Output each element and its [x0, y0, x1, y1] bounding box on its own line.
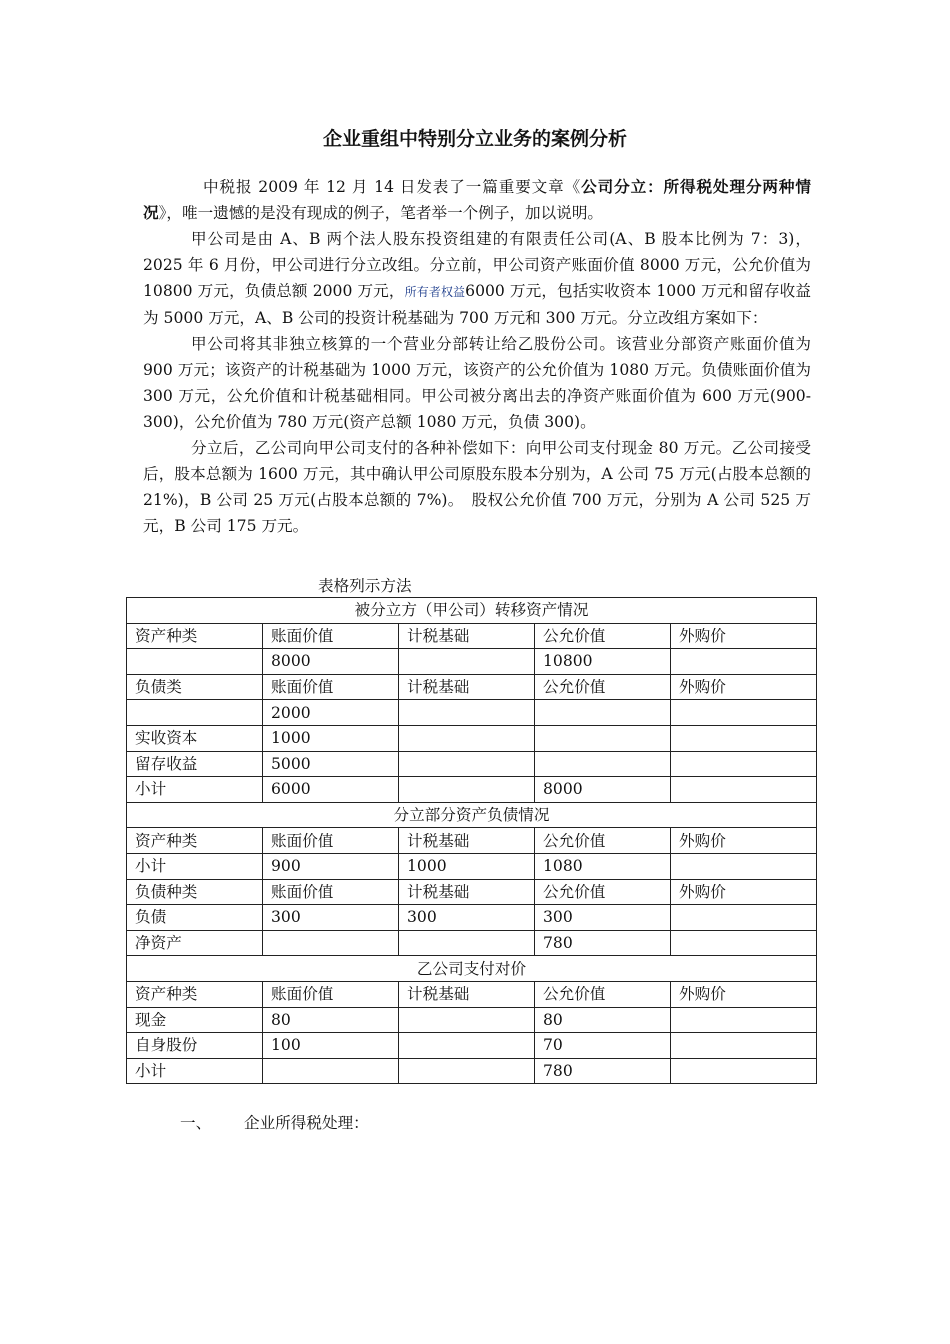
table-cell: 外购价 [671, 828, 817, 854]
table-cell: 公允价值 [535, 828, 671, 854]
table-row [127, 930, 817, 956]
table-row [127, 879, 817, 905]
table-section-header [127, 802, 817, 828]
section-heading-text: 企业所得税处理： [244, 1114, 369, 1132]
table-row [127, 751, 817, 777]
table-cell: 80 [263, 1007, 399, 1033]
table-cell [263, 930, 399, 956]
table-cell [399, 725, 535, 751]
table-cell: 公允价值 [535, 674, 671, 700]
table-cell: 300 [399, 905, 535, 931]
section-title: 分立部分资产负债情况 [127, 802, 817, 828]
table-cell [399, 1058, 535, 1084]
table-cell [127, 700, 263, 726]
table-cell: 外购价 [671, 674, 817, 700]
table-row [127, 725, 817, 751]
table-cell [671, 751, 817, 777]
table-cell: 6000 [263, 777, 399, 803]
table-cell [671, 725, 817, 751]
page-title: 企业重组中特别分立业务的案例分析 [322, 128, 627, 150]
table-section-header [127, 956, 817, 982]
table-cell: 资产种类 [127, 828, 263, 854]
background-text-end: 6000 万元，包括实收资本 1000 万元和留存收益为 5000 万元，A、B 公司的投资计税基础为 700 万元和 300 万元。分立改组方案如下： [143, 282, 811, 327]
table-cell: 100 [263, 1033, 399, 1059]
table-cell: 70 [535, 1033, 671, 1059]
table-cell: 账面价值 [263, 879, 399, 905]
table-cell [263, 1058, 399, 1084]
owners-equity-note: 所有者权益 [404, 285, 466, 299]
table-cell: 负债 [127, 905, 263, 931]
table-cell [399, 1033, 535, 1059]
table-cell: 公允价值 [535, 879, 671, 905]
table-cell: 外购价 [671, 623, 817, 649]
table-cell: 计税基础 [399, 879, 535, 905]
table-cell: 900 [263, 853, 399, 879]
paragraph-company-background [143, 226, 811, 331]
table-cell: 300 [535, 905, 671, 931]
table-cell [535, 700, 671, 726]
table-row [127, 674, 817, 700]
table-cell: 实收资本 [127, 725, 263, 751]
table-cell: 计税基础 [399, 674, 535, 700]
table-cell [399, 700, 535, 726]
table-cell: 780 [535, 1058, 671, 1084]
section-title: 乙公司支付对价 [127, 956, 817, 982]
table-section-header [127, 598, 817, 624]
background-text-start: 甲公司是由 A、B 两个法人股东投资组建的有限责任公司(A、B 股本比例为 7：3)，2025 年 6 月份，甲公司进行分立改组。分立前，甲公司资产账面价值 8000 万元，公允价值为 10800 万元，负债总额 2000 万元， [143, 230, 811, 300]
table-cell [127, 649, 263, 675]
table-cell [399, 1007, 535, 1033]
table-cell: 小计 [127, 777, 263, 803]
table-cell [671, 649, 817, 675]
table-cell [671, 777, 817, 803]
table-cell [671, 1007, 817, 1033]
paragraph-intro [143, 174, 811, 226]
table-cell: 2000 [263, 700, 399, 726]
table-cell [671, 853, 817, 879]
table-cell: 账面价值 [263, 623, 399, 649]
table-cell: 1000 [263, 725, 399, 751]
paragraph-compensation: 分立后，乙公司向甲公司支付的各种补偿如下：向甲公司支付现金 80 万元。乙公司接受后，股本总额为 1600 万元，其中确认甲公司原股东股本分别为，A 公司 75 万元(占股本总额的 21%)，B 公司 25 万元(占股本总额的 7%)。 股权公允价值 700 万元，分别为 A 公司 525 万元，B 公司 175 万元。 [143, 439, 811, 535]
table-row [127, 623, 817, 649]
paragraph-transfer: 甲公司将其非独立核算的一个营业分部转让给乙股份公司。该营业分部资产账面价值为 900 万元；该资产的计税基础为 1000 万元，该资产的公允价值为 1080 万元。负债账面价值为 300 万元，公允价值和计税基础相同。甲公司被分离出去的净资产账面价值为 600 万元(900-300)，公允价值为 780 万元(资产总额 1080 万元，负债 300)。 [143, 335, 811, 431]
table-row [127, 649, 817, 675]
section-heading [180, 1110, 369, 1136]
table-cell: 计税基础 [399, 623, 535, 649]
table-cell: 计税基础 [399, 981, 535, 1007]
table-cell [399, 751, 535, 777]
table-cell: 负债类 [127, 674, 263, 700]
table-cell: 账面价值 [263, 828, 399, 854]
table-row [127, 828, 817, 854]
document-body [143, 174, 811, 539]
table-cell [671, 1058, 817, 1084]
intro-text-start: 中税报 2009 年 12 月 14 日发表了一篇重要文章《 [203, 178, 582, 196]
table-cell [399, 649, 535, 675]
table-cell [671, 1033, 817, 1059]
table-row [127, 1033, 817, 1059]
table-cell: 1080 [535, 853, 671, 879]
table-cell: 80 [535, 1007, 671, 1033]
table-cell: 8000 [263, 649, 399, 675]
table-cell [671, 700, 817, 726]
table-cell [399, 930, 535, 956]
table-cell [671, 905, 817, 931]
table-cell: 外购价 [671, 981, 817, 1007]
table-row [127, 1007, 817, 1033]
table-cell: 留存收益 [127, 751, 263, 777]
table-row [127, 981, 817, 1007]
intro-text-end: 》，唯一遗憾的是没有现成的例子，笔者举一个例子，加以说明。 [158, 204, 604, 222]
table-cell [671, 930, 817, 956]
table-cell: 小计 [127, 1058, 263, 1084]
table-cell: 1000 [399, 853, 535, 879]
table-cell: 300 [263, 905, 399, 931]
table-caption: 表格列示方法 [318, 577, 412, 595]
section-number: 一、 [180, 1114, 212, 1132]
table-cell: 账面价值 [263, 674, 399, 700]
table-cell: 资产种类 [127, 623, 263, 649]
table-cell [399, 777, 535, 803]
table-cell: 小计 [127, 853, 263, 879]
table-row [127, 1058, 817, 1084]
table-row [127, 853, 817, 879]
table-cell [535, 725, 671, 751]
split-asset-table [126, 597, 817, 1084]
table-cell: 公允价值 [535, 623, 671, 649]
table-cell: 780 [535, 930, 671, 956]
article-title: 公司分立：所得税处理分两种情况 [143, 177, 811, 222]
table-cell [535, 751, 671, 777]
table-row [127, 700, 817, 726]
table-row [127, 905, 817, 931]
table-cell: 净资产 [127, 930, 263, 956]
table-cell: 5000 [263, 751, 399, 777]
table-cell: 外购价 [671, 879, 817, 905]
table-cell: 资产种类 [127, 981, 263, 1007]
table-cell: 现金 [127, 1007, 263, 1033]
table-row [127, 777, 817, 803]
table-cell: 自身股份 [127, 1033, 263, 1059]
table-cell: 8000 [535, 777, 671, 803]
table-cell: 计税基础 [399, 828, 535, 854]
table-cell: 公允价值 [535, 981, 671, 1007]
table-cell: 负债种类 [127, 879, 263, 905]
section-title: 被分立方（甲公司）转移资产情况 [127, 598, 817, 624]
table-cell: 10800 [535, 649, 671, 675]
table-cell: 账面价值 [263, 981, 399, 1007]
